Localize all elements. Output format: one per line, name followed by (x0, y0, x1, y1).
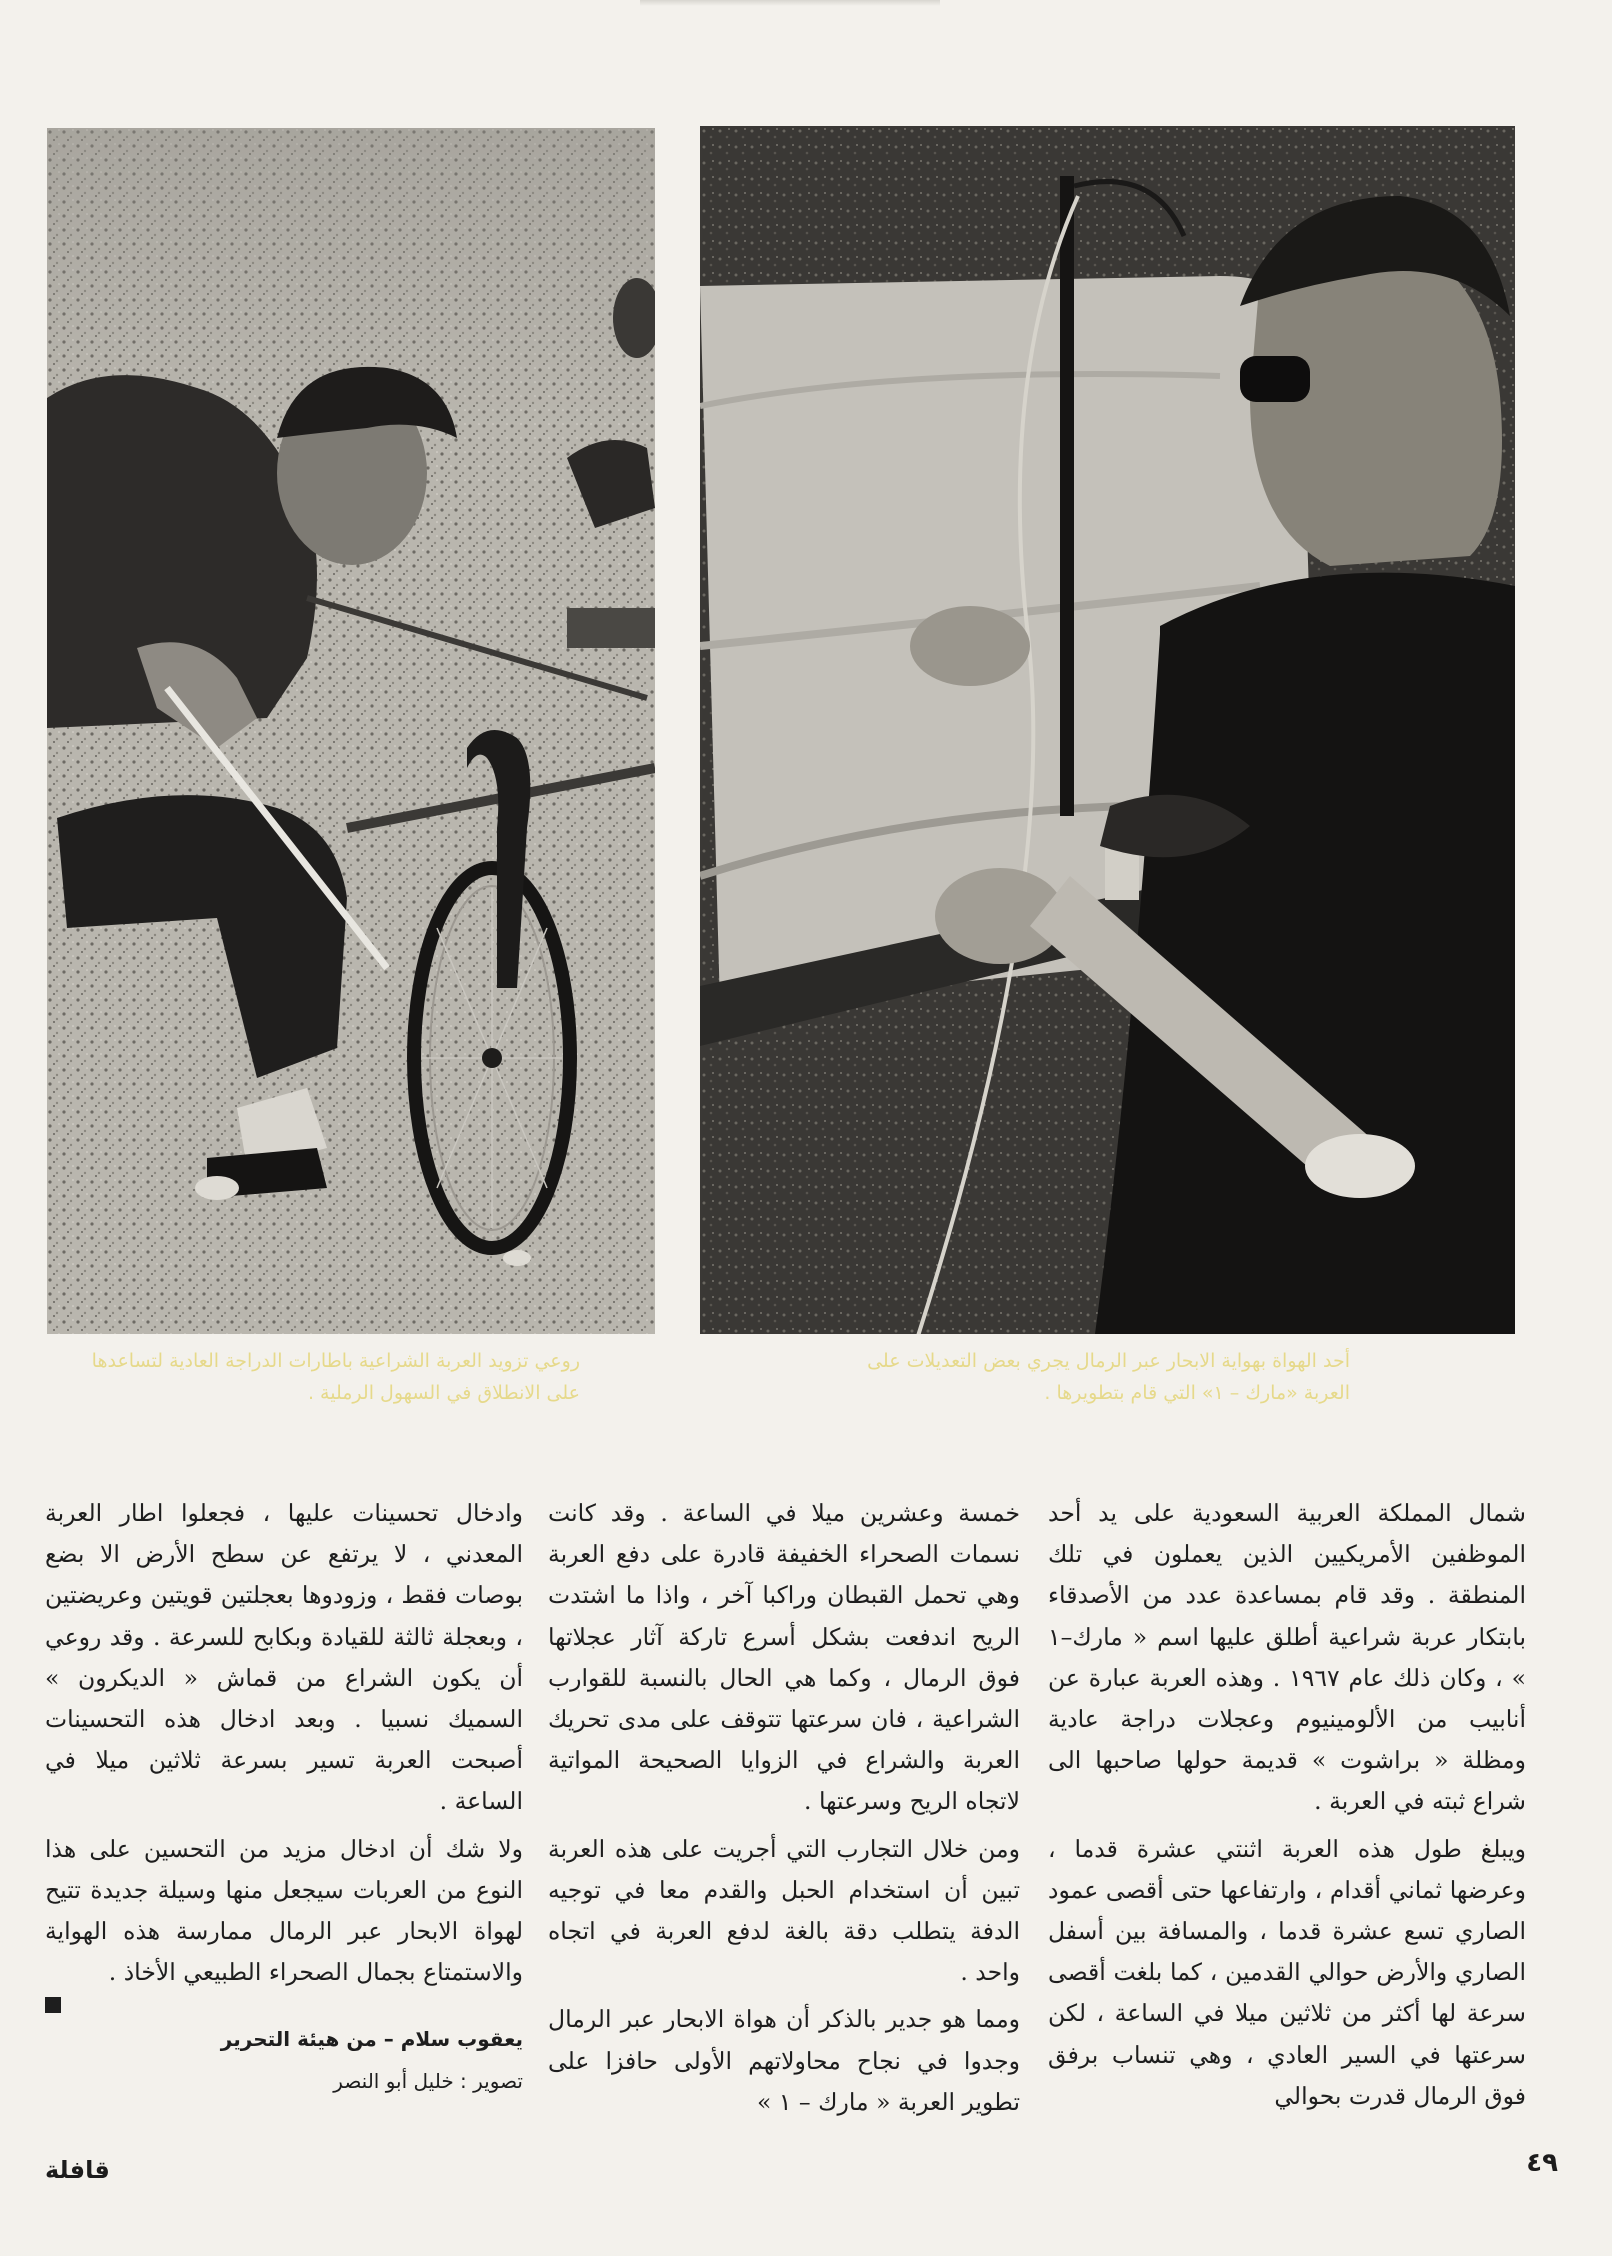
article-column-2 (548, 1493, 1020, 2123)
paragraph: ومما هو جدير بالذكر أن هواة الابحار عبر الرمال وجدوا في نجاح محاولاتهم الأولى حافزا على تطوير العربة « مارك – ١ » (548, 2005, 1020, 2116)
photo-sail-rigging (700, 126, 1515, 1334)
caption-left-photo: روعي تزويد العربة الشراعية باطارات الدراجة العادية لتساعدها على الانطلاق في السهول الرملية . (91, 1350, 580, 1404)
paragraph: ومن خلال التجارب التي أجريت على هذه العربة تبين أن استخدام الحبل والقدم معا في توجيه الدفة يتطلب دقة بالغة لدفع العربة في اتجاه واحد . (548, 1834, 1020, 1987)
paragraph: وادخال تحسينات عليها ، فجعلوا اطار العربة المعدني ، لا يرتفع عن سطح الأرض الا بضع بوصات فقط ، وزودوها بعجلتين قويتين وعريضتين ، وبعجلة ثالثة للقيادة وبكابح للسرعة . وقد روعي أن يكون الشراع من قماش « الديكرون » السميك نسبيا . وبعد ادخال هذه التحسينات أصبحت العربة تسير بسرعة ثلاثين ميلا في الساعة . (45, 1499, 523, 1816)
author-byline: يعقوب سلام – من هيئة التحرير (220, 2027, 523, 2052)
paragraph: شمال المملكة العربية السعودية على يد أحد الموظفين الأمريكيين الذين يعملون في تلك المنطقة . وقد قام بمساعدة عدد من الأصدقاء بابتكار عربة شراعية أطلق عليها اسم « مارك–١ » ، وكان ذلك عام ١٩٦٧ . وهذه العربة عبارة عن أنابيب من الألومينيوم وعجلات دراجة عادية ومظلة « براشوت » قديمة حولها صاحبها الى شراع ثبته في العربة . (1048, 1499, 1526, 1816)
article-column-1 (1048, 1493, 1526, 2117)
paragraph: خمسة وعشرين ميلا في الساعة . وقد كانت نسمات الصحراء الخفيفة قادرة على دفع العربة وهي تحمل القبطان وراكبا آخر ، واذا ما اشتدت الريح اندفعت بشكل أسرع تاركة آثار عجلاتها فوق الرمال ، وكما هي الحال بالنسبة للقوارب الشراعية ، فان سرعتها تتوقف على مدى تحريك العربة والشراع في الزوايا الصحيحة المواتية لاتجاه الريح وسرعتها . (548, 1499, 1020, 1816)
photo-sail-rigging-image (700, 126, 1515, 1334)
caption-right-photo: أحد الهواة بهواية الابحار عبر الرمال يجري بعض التعديلات على العربة «مارك – ١» التي قام بتطويرها . (867, 1350, 1350, 1404)
article-column-3 (45, 1493, 523, 2102)
photo-wheel-assembly-image (47, 128, 655, 1334)
paragraph: ويبلغ طول هذه العربة اثنتي عشرة قدما ، وعرضها ثماني أقدام ، وارتفاعها حتى أقصى عمود الصاري تسع عشرة قدما ، والمسافة بين أسفل الصاري والأرض حوالي القدمين ، كما بلغت أقصى سرعة لها أكثر من ثلاثين ميلا في الساعة ، لكن سرعتها في السير العادي ، وهي تنساب برفق فوق الرمال قدرت بحوالي (1048, 1834, 1526, 2110)
top-edge-shadow (640, 0, 940, 6)
paragraph: ولا شك أن ادخال مزيد من التحسين على هذا النوع من العربات سيجعل منها وسيلة جديدة تتيح لهواة الابحار عبر الرمال ممارسة هذه الهواية والاستمتاع بجمال الصحراء الطبيعي الأخاذ . (45, 1834, 523, 1987)
page-number: ٤٩ (1526, 2148, 1558, 2178)
magazine-name: قافلة (45, 2156, 110, 2184)
photo-wheel-assembly (47, 128, 655, 1334)
end-of-article-mark (45, 1997, 61, 2013)
bicycle-wheel-shape (414, 868, 570, 1248)
photo-credit: تصوير : خليل أبو النصر (333, 2068, 523, 2093)
